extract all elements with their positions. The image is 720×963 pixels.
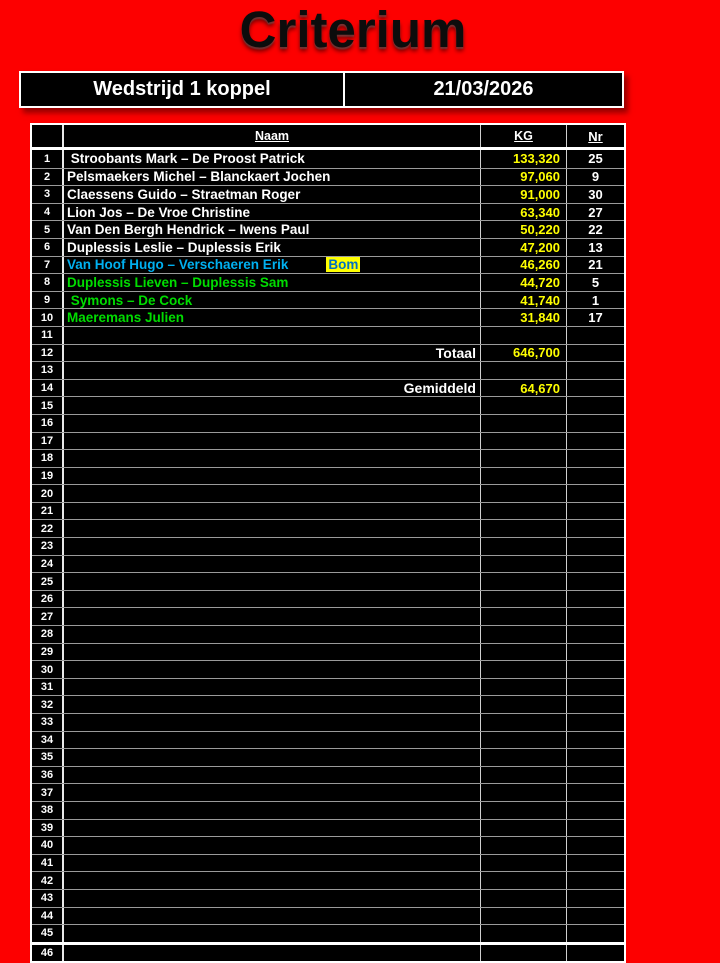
kg-cell[interactable]: [481, 872, 567, 889]
row-number: 23: [32, 538, 64, 555]
row-number: 30: [32, 661, 64, 678]
row-number: 40: [32, 837, 64, 854]
row-number: 16: [32, 415, 64, 432]
nr-cell[interactable]: [567, 380, 624, 397]
kg-cell[interactable]: [481, 855, 567, 872]
header-bar-event-label: Wedstrijd 1 koppel: [21, 73, 345, 106]
table-row[interactable]: [32, 942, 624, 961]
table-row[interactable]: [32, 519, 624, 537]
table-row[interactable]: [32, 907, 624, 925]
column-header-kg: KG: [514, 129, 533, 143]
row-number: 8: [32, 274, 64, 291]
nr-cell[interactable]: [567, 556, 624, 573]
kg-cell[interactable]: [481, 556, 567, 573]
row-number: 31: [32, 679, 64, 696]
table-row[interactable]: [32, 308, 624, 326]
column-header-nr: Nr: [588, 128, 603, 144]
row-number: 18: [32, 450, 64, 467]
kg-cell[interactable]: [481, 485, 567, 502]
table-row[interactable]: [32, 168, 624, 186]
kg-cell[interactable]: [481, 397, 567, 414]
nr-cell[interactable]: [567, 679, 624, 696]
nr-cell[interactable]: 21: [588, 257, 603, 273]
name-cell[interactable]: [64, 644, 481, 661]
name-cell[interactable]: [64, 925, 481, 942]
name-cell[interactable]: [64, 397, 481, 414]
name-cell[interactable]: [64, 362, 481, 379]
competitor-name: Pelsmaekers Michel – Blanckaert Jochen: [67, 169, 331, 185]
nr-cell[interactable]: 13: [588, 239, 603, 255]
name-cell[interactable]: [64, 608, 481, 625]
nr-cell[interactable]: 27: [588, 204, 603, 220]
row-number: 38: [32, 802, 64, 819]
row-number: 29: [32, 644, 64, 661]
row-number: 12: [32, 345, 64, 362]
table-row[interactable]: [32, 819, 624, 837]
nr-cell[interactable]: [567, 520, 624, 537]
kg-cell[interactable]: [481, 679, 567, 696]
name-cell[interactable]: [64, 855, 481, 872]
kg-cell[interactable]: [481, 767, 567, 784]
kg-cell[interactable]: 50,220: [481, 221, 567, 238]
nr-cell[interactable]: 17: [588, 310, 603, 326]
table-row[interactable]: [32, 396, 624, 414]
table-row[interactable]: [32, 414, 624, 432]
row-number: 20: [32, 485, 64, 502]
table-row[interactable]: [32, 203, 624, 221]
table-row[interactable]: [32, 713, 624, 731]
nr-cell[interactable]: [567, 837, 624, 854]
kg-cell[interactable]: 41,740: [481, 292, 567, 309]
row-number: 7: [32, 257, 64, 274]
row-number: 15: [32, 397, 64, 414]
row-number: 11: [32, 327, 64, 344]
kg-cell[interactable]: [481, 749, 567, 766]
nr-cell[interactable]: [567, 433, 624, 450]
row-number: 37: [32, 784, 64, 801]
row-number: 27: [32, 608, 64, 625]
row-number: 43: [32, 890, 64, 907]
kg-cell[interactable]: [481, 415, 567, 432]
row-number: 19: [32, 468, 64, 485]
nr-cell[interactable]: [567, 608, 624, 625]
name-cell[interactable]: [64, 538, 481, 555]
results-table: [30, 123, 626, 963]
nr-cell[interactable]: 5: [591, 274, 600, 290]
table-row[interactable]: [32, 643, 624, 661]
name-cell[interactable]: [64, 714, 481, 731]
table-row[interactable]: [32, 660, 624, 678]
kg-cell[interactable]: 646,700: [481, 345, 567, 362]
table-row[interactable]: [32, 748, 624, 766]
name-cell[interactable]: [64, 415, 481, 432]
name-cell[interactable]: [64, 890, 481, 907]
table-row[interactable]: [32, 238, 624, 256]
name-cell[interactable]: [64, 626, 481, 643]
header-bar-date: 21/03/2026: [433, 78, 534, 100]
name-cell[interactable]: [64, 732, 481, 749]
table-row[interactable]: [32, 467, 624, 485]
table-row[interactable]: [32, 344, 624, 362]
competitor-name: Claessens Guido – Straetman Roger: [67, 186, 301, 202]
name-cell[interactable]: [64, 380, 481, 397]
row-number: 6: [32, 239, 64, 256]
name-cell[interactable]: [64, 292, 481, 309]
nr-cell[interactable]: [567, 945, 624, 961]
kg-cell[interactable]: [481, 362, 567, 379]
nr-cell[interactable]: [567, 450, 624, 467]
name-cell[interactable]: [64, 150, 481, 168]
row-number: 35: [32, 749, 64, 766]
table-row[interactable]: [32, 625, 624, 643]
table-body: [32, 150, 624, 961]
table-row[interactable]: [32, 836, 624, 854]
row-number: 42: [32, 872, 64, 889]
table-row[interactable]: [32, 695, 624, 713]
table-row[interactable]: [32, 361, 624, 379]
name-cell[interactable]: [64, 433, 481, 450]
column-header-naam: Naam: [254, 129, 290, 143]
name-cell[interactable]: [64, 221, 481, 238]
name-cell[interactable]: [64, 204, 481, 221]
table-row[interactable]: [32, 766, 624, 784]
name-cell[interactable]: [64, 679, 481, 696]
competitor-name: Stroobants Mark – De Proost Patrick: [67, 151, 305, 167]
table-row[interactable]: [32, 678, 624, 696]
kg-cell[interactable]: [481, 433, 567, 450]
kg-cell[interactable]: [481, 520, 567, 537]
nr-cell[interactable]: [567, 925, 624, 942]
name-cell[interactable]: [64, 186, 481, 203]
name-cell[interactable]: [64, 749, 481, 766]
nr-cell[interactable]: [567, 503, 624, 520]
row-number: 13: [32, 362, 64, 379]
competitor-name: Lion Jos – De Vroe Christine: [67, 204, 251, 220]
table-row[interactable]: [32, 256, 624, 274]
name-cell[interactable]: [64, 767, 481, 784]
table-row[interactable]: [32, 326, 624, 344]
name-cell[interactable]: [64, 274, 481, 291]
row-number: 46: [32, 945, 64, 961]
kg-cell[interactable]: [481, 591, 567, 608]
name-cell[interactable]: [64, 257, 481, 274]
bom-highlight-tag: Bom: [328, 257, 359, 273]
nr-cell[interactable]: [567, 732, 624, 749]
kg-cell[interactable]: [481, 784, 567, 801]
table-row[interactable]: [32, 572, 624, 590]
table-row[interactable]: [32, 185, 624, 203]
name-cell[interactable]: [64, 784, 481, 801]
kg-cell[interactable]: 133,320: [481, 150, 567, 168]
name-cell[interactable]: [64, 908, 481, 925]
nr-cell[interactable]: [567, 820, 624, 837]
name-cell[interactable]: [64, 820, 481, 837]
name-cell[interactable]: [64, 450, 481, 467]
nr-cell[interactable]: [567, 468, 624, 485]
nr-cell[interactable]: [567, 397, 624, 414]
name-cell[interactable]: [64, 468, 481, 485]
name-cell[interactable]: [64, 327, 481, 344]
row-number: 24: [32, 556, 64, 573]
competitor-name: Duplessis Leslie – Duplessis Erik: [67, 239, 281, 255]
name-cell[interactable]: [64, 802, 481, 819]
row-number: 21: [32, 503, 64, 520]
table-row[interactable]: [32, 432, 624, 450]
table-row[interactable]: [32, 291, 624, 309]
name-cell[interactable]: [64, 573, 481, 590]
row-number: 3: [32, 186, 64, 203]
nr-cell[interactable]: [567, 908, 624, 925]
kg-cell[interactable]: [481, 696, 567, 713]
competitor-name: Van Hoof Hugo – Verschaeren Erik: [67, 257, 289, 273]
row-number: 22: [32, 520, 64, 537]
kg-cell[interactable]: 91,000: [481, 186, 567, 203]
nr-cell[interactable]: 1: [591, 292, 600, 308]
nr-cell[interactable]: [567, 802, 624, 819]
kg-cell[interactable]: [481, 925, 567, 942]
table-row[interactable]: [32, 537, 624, 555]
row-number: 9: [32, 292, 64, 309]
kg-cell[interactable]: [481, 714, 567, 731]
row-number: 34: [32, 732, 64, 749]
nr-cell[interactable]: [567, 714, 624, 731]
name-cell[interactable]: [64, 520, 481, 537]
table-row[interactable]: [32, 783, 624, 801]
nr-cell[interactable]: 22: [588, 222, 603, 238]
table-row[interactable]: [32, 731, 624, 749]
kg-cell[interactable]: [481, 608, 567, 625]
kg-cell[interactable]: [481, 661, 567, 678]
row-number: 32: [32, 696, 64, 713]
nr-cell[interactable]: [567, 415, 624, 432]
table-row[interactable]: [32, 379, 624, 397]
kg-cell[interactable]: [481, 327, 567, 344]
kg-cell[interactable]: [481, 908, 567, 925]
name-cell[interactable]: [64, 239, 481, 256]
kg-cell[interactable]: [481, 837, 567, 854]
name-cell[interactable]: [64, 591, 481, 608]
page-title: Criterium: [239, 1, 467, 58]
nr-cell[interactable]: [567, 362, 624, 379]
table-row[interactable]: [32, 502, 624, 520]
row-number: 2: [32, 169, 64, 186]
nr-cell[interactable]: [567, 661, 624, 678]
kg-cell[interactable]: [481, 538, 567, 555]
summary-label: Totaal: [435, 344, 476, 361]
kg-cell[interactable]: 63,340: [481, 204, 567, 221]
nr-cell[interactable]: [567, 855, 624, 872]
table-row[interactable]: [32, 449, 624, 467]
kg-cell[interactable]: 47,200: [481, 239, 567, 256]
competitor-name: Symons – De Cock: [67, 292, 193, 308]
kg-cell[interactable]: [481, 802, 567, 819]
table-header-row: [32, 125, 624, 150]
kg-cell[interactable]: [481, 945, 567, 961]
nr-cell[interactable]: [567, 767, 624, 784]
nr-cell[interactable]: [567, 784, 624, 801]
row-number: 5: [32, 221, 64, 238]
nr-cell[interactable]: [567, 327, 624, 344]
row-number: 1: [32, 150, 64, 168]
row-number: 10: [32, 309, 64, 326]
kg-cell[interactable]: [481, 890, 567, 907]
table-row[interactable]: [32, 484, 624, 502]
name-cell[interactable]: [64, 556, 481, 573]
name-cell[interactable]: [64, 503, 481, 520]
name-cell[interactable]: [64, 661, 481, 678]
name-cell[interactable]: [64, 485, 481, 502]
kg-cell[interactable]: 46,260: [481, 257, 567, 274]
header-bar: [19, 71, 624, 108]
kg-cell[interactable]: 64,670: [481, 380, 567, 397]
nr-cell[interactable]: 25: [588, 151, 603, 167]
nr-cell[interactable]: [567, 538, 624, 555]
name-cell[interactable]: [64, 345, 481, 362]
kg-cell[interactable]: 44,720: [481, 274, 567, 291]
kg-cell[interactable]: 31,840: [481, 309, 567, 326]
kg-cell[interactable]: [481, 573, 567, 590]
row-number: 33: [32, 714, 64, 731]
kg-cell[interactable]: [481, 820, 567, 837]
row-number: 26: [32, 591, 64, 608]
name-cell[interactable]: [64, 696, 481, 713]
kg-cell[interactable]: [481, 732, 567, 749]
nr-cell[interactable]: [567, 626, 624, 643]
row-number: 17: [32, 433, 64, 450]
table-row[interactable]: [32, 273, 624, 291]
nr-cell[interactable]: [567, 749, 624, 766]
competitor-name: Maeremans Julien: [67, 310, 185, 326]
nr-cell[interactable]: [567, 345, 624, 362]
table-row[interactable]: [32, 854, 624, 872]
name-cell[interactable]: [64, 309, 481, 326]
table-row[interactable]: [32, 150, 624, 168]
row-number: 36: [32, 767, 64, 784]
table-row[interactable]: [32, 220, 624, 238]
row-number: 25: [32, 573, 64, 590]
nr-cell[interactable]: [567, 890, 624, 907]
table-row[interactable]: [32, 607, 624, 625]
row-number: 41: [32, 855, 64, 872]
nr-cell[interactable]: [567, 644, 624, 661]
kg-cell[interactable]: [481, 450, 567, 467]
header-rownum-cell: [32, 125, 64, 147]
nr-cell[interactable]: [567, 872, 624, 889]
row-number: 14: [32, 380, 64, 397]
table-row[interactable]: [32, 889, 624, 907]
nr-cell[interactable]: [567, 573, 624, 590]
kg-cell[interactable]: [481, 626, 567, 643]
row-number: 28: [32, 626, 64, 643]
summary-label: Gemiddeld: [403, 380, 476, 397]
kg-cell[interactable]: [481, 644, 567, 661]
nr-cell[interactable]: [567, 591, 624, 608]
nr-cell[interactable]: [567, 696, 624, 713]
nr-cell[interactable]: [567, 485, 624, 502]
name-cell[interactable]: [64, 945, 481, 961]
row-number: 45: [32, 925, 64, 942]
competitor-name: Van Den Bergh Hendrick – Iwens Paul: [67, 222, 310, 238]
name-cell[interactable]: [64, 169, 481, 186]
row-number: 39: [32, 820, 64, 837]
kg-cell[interactable]: [481, 468, 567, 485]
name-cell[interactable]: [64, 837, 481, 854]
table-row[interactable]: [32, 555, 624, 573]
nr-cell[interactable]: 9: [591, 169, 600, 185]
name-cell[interactable]: [64, 872, 481, 889]
table-row[interactable]: [32, 871, 624, 889]
table-row[interactable]: [32, 801, 624, 819]
competitor-name: Duplessis Lieven – Duplessis Sam: [67, 274, 289, 290]
kg-cell[interactable]: [481, 503, 567, 520]
table-row[interactable]: [32, 590, 624, 608]
table-row[interactable]: [32, 924, 624, 942]
row-number: 44: [32, 908, 64, 925]
kg-cell[interactable]: 97,060: [481, 169, 567, 186]
row-number: 4: [32, 204, 64, 221]
nr-cell[interactable]: 30: [588, 186, 603, 202]
